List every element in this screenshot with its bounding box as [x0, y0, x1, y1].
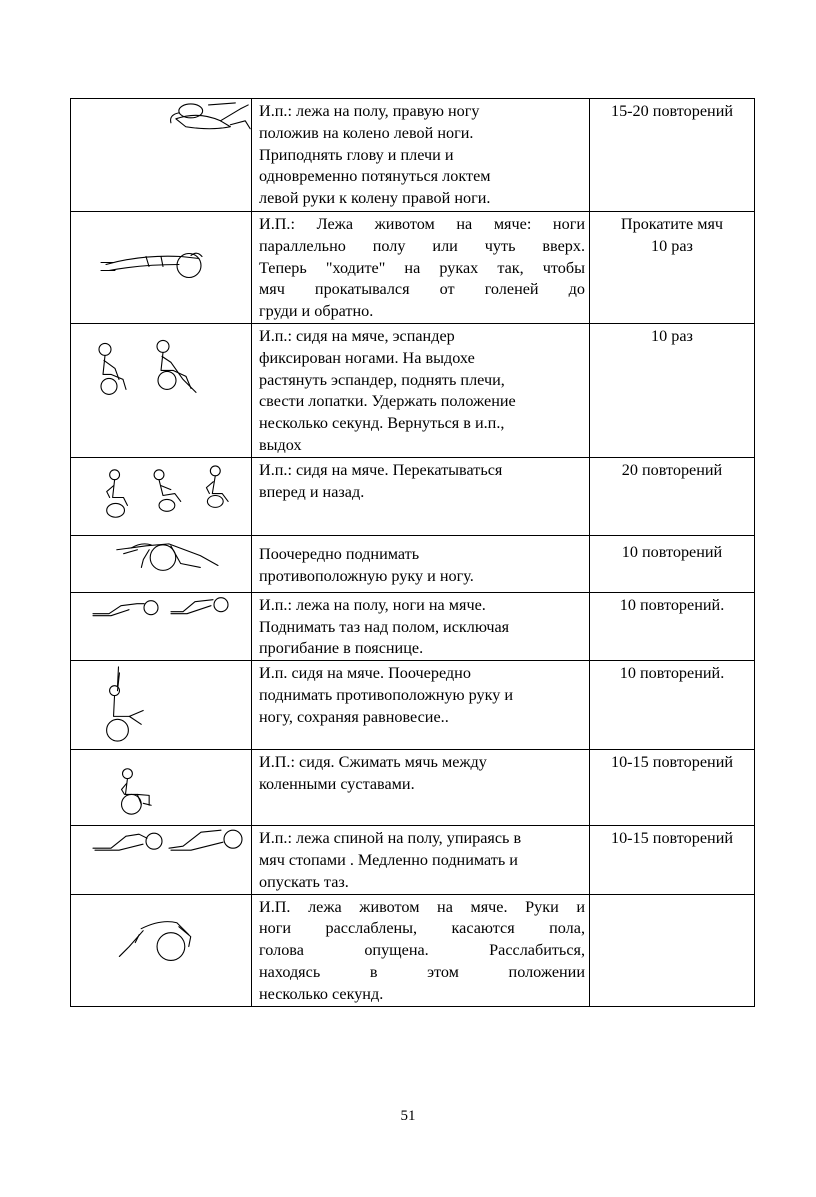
table-row — [71, 457, 755, 535]
exercise-count: 20 повторений — [590, 457, 755, 535]
table-row — [71, 750, 755, 826]
figure-cell — [71, 826, 252, 894]
figure-prone-relax-icon — [71, 895, 251, 1006]
table-row — [71, 661, 755, 750]
figure-lying-crunch-icon — [71, 99, 251, 211]
figure-cell — [71, 894, 252, 1006]
figure-pelvis-raise-icon — [71, 593, 251, 660]
figure-seated-arm-raise-icon — [71, 661, 251, 749]
exercise-description: И.п.: лежа на полу, ноги на мяче. Поднимать таз над полом, исключая прогибание в пояснице. — [252, 592, 590, 660]
exercise-count: 10 повторений. — [590, 661, 755, 750]
exercise-description: И.П.: сидя. Сжимать мячь между коленными суставами. — [252, 750, 590, 826]
table-row — [71, 592, 755, 660]
exercise-count: 10 повторений. — [590, 592, 755, 660]
table-row — [71, 535, 755, 592]
figure-cell — [71, 323, 252, 457]
exercise-description: И.п.: сидя на мяче, эспандер фиксирован ногами. На выдохе растянуть эспандер, поднять плечи, свести лопатки. Удержать положение несколько секунд. Вернуться в и.п., выдох — [252, 323, 590, 457]
figure-cell — [71, 99, 252, 212]
exercise-description: И.П.: Лежа животом на мяче: ноги параллельно полу или чуть вверх. Теперь "ходите" на руках так, чтобы мяч прокатывался от голеней до груди и обратно. — [252, 212, 590, 324]
figure-prone-opposite-limbs-icon — [71, 536, 251, 592]
exercise-description: И.п.: лежа на полу, правую ногу положив на колено левой ноги. Приподнять глову и плечи и одновременно потянуться локтем левой руки к колену правой ноги. — [252, 99, 590, 212]
figure-knee-squeeze-icon — [71, 750, 251, 825]
exercise-description: И.п. сидя на мяче. Поочередно поднимать противоположную руку и ногу, сохраняя равновесие.. — [252, 661, 590, 750]
figure-cell — [71, 212, 252, 324]
exercise-count: Прокатите мяч 10 раз — [590, 212, 755, 324]
table-row — [71, 99, 755, 212]
exercise-count: 10-15 повторений — [590, 750, 755, 826]
figure-seated-rolling-icon — [71, 458, 251, 535]
figure-cell — [71, 457, 252, 535]
exercise-count: 10 повторений — [590, 535, 755, 592]
exercise-count: 15-20 повторений — [590, 99, 755, 212]
exercise-description: И.п.: лежа спиной на полу, упираясь в мяч стопами . Медленно поднимать и опускать таз. — [252, 826, 590, 894]
figure-cell — [71, 535, 252, 592]
exercise-description: И.п.: сидя на мяче. Перекатываться вперед и назад. — [252, 457, 590, 535]
page-number: 51 — [400, 1108, 416, 1124]
table-row — [71, 323, 755, 457]
figure-cell — [71, 661, 252, 750]
figure-prone-ball-walk-icon — [71, 212, 251, 323]
exercise-count — [590, 894, 755, 1006]
table-row — [71, 212, 755, 324]
figure-seated-expander-icon — [71, 324, 251, 457]
table-row — [71, 826, 755, 894]
figure-supine-bridge-icon — [71, 826, 251, 893]
exercise-count: 10 раз — [590, 323, 755, 457]
exercise-description: Поочередно поднимать противоположную руку и ногу. — [252, 535, 590, 592]
exercise-count: 10-15 повторений — [590, 826, 755, 894]
exercise-description: И.П. лежа животом на мяче. Руки и ноги расслаблены, касаются пола, голова опущена. Расслабиться, находясь в этом положении несколько секунд. — [252, 894, 590, 1006]
figure-cell — [71, 592, 252, 660]
figure-cell — [71, 750, 252, 826]
table-row — [71, 894, 755, 1006]
exercise-table — [70, 98, 755, 1007]
